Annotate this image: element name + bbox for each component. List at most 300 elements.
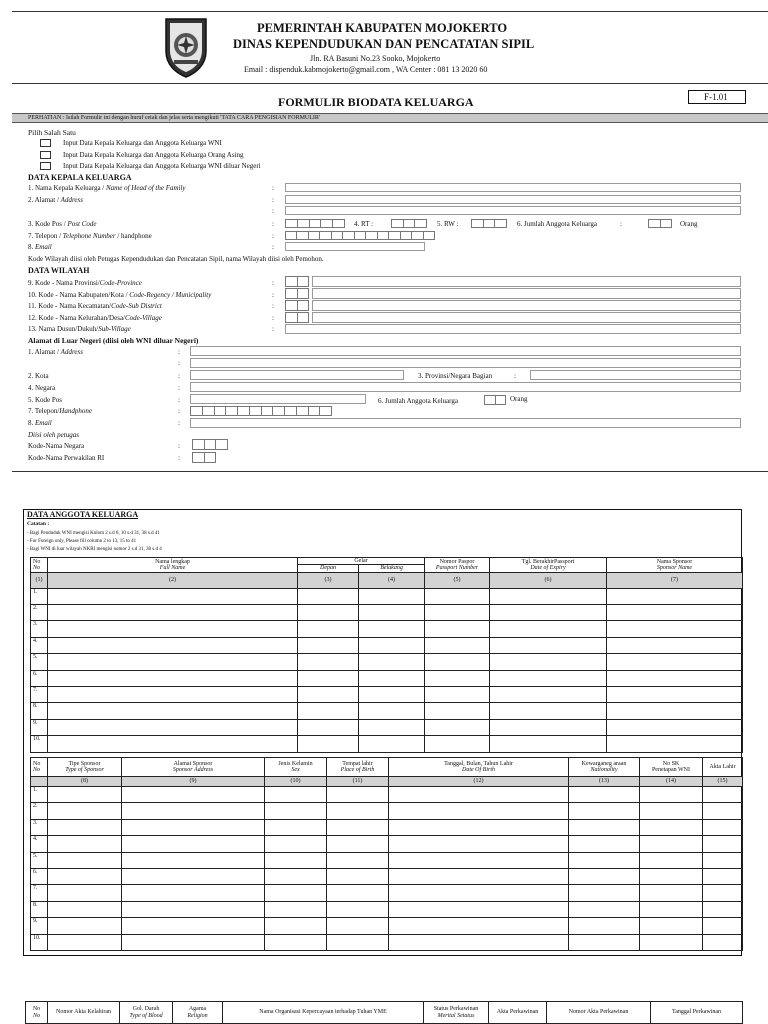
row-number: 10.: [31, 736, 48, 752]
table-cell[interactable]: [48, 836, 122, 852]
colon: :: [272, 243, 274, 251]
table-cell[interactable]: [389, 885, 569, 901]
table-cell[interactable]: [265, 901, 327, 917]
catatan-label: Catatan :: [27, 521, 50, 527]
option-wni-checkbox[interactable]: [40, 139, 51, 147]
option-wni-label: Input Data Kepala Keluarga dan Anggota Keluarga WNI: [63, 139, 222, 147]
row-number: 9.: [31, 918, 48, 934]
table-cell[interactable]: [122, 918, 265, 934]
table-cell[interactable]: [703, 918, 743, 934]
country-code-label: Kode-Nama Negara: [28, 442, 85, 450]
kk-orang-label: Orang: [680, 220, 698, 228]
table-cell[interactable]: [640, 934, 703, 950]
col-sk-header: No SK Penetapan WNI: [640, 758, 703, 777]
table-cell[interactable]: [607, 736, 743, 752]
regency-label: 10. Kode - Nama Kabupaten/Kota / Code-Regency / Municipality: [28, 291, 212, 299]
colon: :: [178, 396, 180, 404]
table-cell[interactable]: [569, 868, 640, 884]
table-row: [31, 918, 743, 934]
col-index: (3): [298, 572, 359, 588]
table-cell[interactable]: [327, 934, 389, 950]
table-cell[interactable]: [640, 918, 703, 934]
table-cell[interactable]: [607, 654, 743, 670]
colon: :: [178, 384, 180, 392]
col-index: (1): [31, 572, 48, 588]
col-index: (12): [389, 777, 569, 787]
table-cell[interactable]: [607, 719, 743, 735]
regency-name-field[interactable]: [312, 288, 741, 299]
table-cell[interactable]: [389, 819, 569, 835]
table-cell[interactable]: [48, 703, 298, 719]
table-cell[interactable]: [703, 803, 743, 819]
table-cell[interactable]: [640, 819, 703, 835]
page1-bottom-rule: [12, 471, 768, 472]
table-cell[interactable]: [490, 736, 607, 752]
colon: :: [272, 325, 274, 333]
col-birthdate-header: Tanggal, Bulan, Tahun Lahir Date Of Birth: [389, 758, 569, 777]
col-index: (9): [122, 777, 265, 787]
table-cell[interactable]: [703, 868, 743, 884]
subdistrict-code-boxes[interactable]: [285, 300, 309, 311]
col-index: (2): [48, 572, 298, 588]
table-cell[interactable]: [703, 787, 743, 803]
table-cell[interactable]: [703, 885, 743, 901]
table-cell[interactable]: [298, 703, 359, 719]
table-cell[interactable]: [327, 885, 389, 901]
table-cell[interactable]: [265, 787, 327, 803]
table-cell[interactable]: [640, 901, 703, 917]
table-cell[interactable]: [389, 918, 569, 934]
table-cell[interactable]: [48, 736, 298, 752]
col-marriage-date-header: Tanggal Perkawinan: [651, 1002, 743, 1024]
table-cell[interactable]: [122, 934, 265, 950]
row-number: 3.: [31, 819, 48, 835]
col-belief-org-header: Nama Organisasi Kepercayaan terhadap Tuhan YME: [223, 1002, 424, 1024]
table-cell[interactable]: [425, 621, 490, 637]
col-index: (14): [640, 777, 703, 787]
option-foreign-checkbox[interactable]: [40, 151, 51, 159]
table-cell[interactable]: [703, 819, 743, 835]
agency-contact: Email : dispenduk.kabmojokerto@gmail.com , WA Center : 081 13 2020 60: [244, 65, 488, 74]
col-religion-header: Agama Religion: [173, 1002, 223, 1024]
table-cell[interactable]: [265, 852, 327, 868]
col-nationality-header: Kewarganeg araan Nationality: [569, 758, 640, 777]
table-row: [31, 787, 743, 803]
subvillage-name-field[interactable]: [285, 324, 741, 334]
table-row: [31, 654, 743, 670]
col-index: (5): [425, 572, 490, 588]
row-number: 1.: [31, 588, 48, 604]
subvillage-label: 13. Nama Dusun/Dukuh/Sub-Village: [28, 325, 131, 333]
col-marital-status-header: Status Perkawinan Merital Setatus: [424, 1002, 489, 1024]
village-name-field[interactable]: [312, 312, 741, 323]
table-cell[interactable]: [389, 836, 569, 852]
table-cell[interactable]: [265, 836, 327, 852]
table-cell[interactable]: [48, 637, 298, 653]
table-cell[interactable]: [425, 604, 490, 620]
form-title: FORMULIR BIODATA KELUARGA: [278, 95, 474, 109]
table-row: [31, 934, 743, 950]
table-cell[interactable]: [298, 736, 359, 752]
row-number: 4.: [31, 836, 48, 852]
header-top-rule: [12, 11, 768, 12]
abroad-address-label: 1. Alamat / Address: [28, 348, 83, 356]
table-row: [31, 604, 743, 620]
option-abroad-label: Input Data Kepala Keluarga dan Anggota Keluarga WNI diluar Negeri: [63, 162, 261, 170]
table-cell[interactable]: [359, 719, 425, 735]
table-cell[interactable]: [425, 588, 490, 604]
col-index: (8): [48, 777, 122, 787]
table-cell[interactable]: [359, 654, 425, 670]
col-sex-header: Jenis Kelamin Sex: [265, 758, 327, 777]
table-cell[interactable]: [703, 934, 743, 950]
colon: :: [178, 419, 180, 427]
table-cell[interactable]: [425, 703, 490, 719]
kk-address-field-2[interactable]: [285, 206, 741, 215]
table-cell[interactable]: [703, 836, 743, 852]
table-cell[interactable]: [265, 868, 327, 884]
row-number: 5.: [31, 654, 48, 670]
col-index: (7): [607, 572, 743, 588]
table-cell[interactable]: [389, 868, 569, 884]
province-code-boxes[interactable]: [285, 276, 309, 287]
kk-rw-boxes[interactable]: [471, 219, 507, 228]
table-cell[interactable]: [48, 787, 122, 803]
table-cell[interactable]: [48, 885, 122, 901]
table-cell[interactable]: [490, 703, 607, 719]
row-number: 2.: [31, 604, 48, 620]
table-cell[interactable]: [389, 901, 569, 917]
col-birthplace-header: Tempat lahir Place of Birth: [327, 758, 389, 777]
table-cell[interactable]: [640, 803, 703, 819]
col-expiry-header: Tgl. BerakhirPassport Date of Expiry: [490, 558, 607, 573]
colon: :: [272, 184, 274, 192]
table-cell[interactable]: [298, 588, 359, 604]
table-cell[interactable]: [640, 836, 703, 852]
table-row: [31, 736, 743, 752]
table-cell[interactable]: [490, 686, 607, 702]
table-cell[interactable]: [359, 588, 425, 604]
table-row: [31, 885, 743, 901]
table-cell[interactable]: [298, 637, 359, 653]
kk-postcode-boxes[interactable]: [285, 219, 345, 228]
table-cell[interactable]: [327, 819, 389, 835]
table-cell[interactable]: [703, 901, 743, 917]
table-cell[interactable]: [389, 934, 569, 950]
col-marriage-cert-header: Akta Perkawinan: [489, 1002, 547, 1024]
row-number: 1.: [31, 787, 48, 803]
region-code-note: Kode Wilayah diisi oleh Petugas Kependudukan dan Pencatatan Sipil, nama Wilayah diisi oleh Pemohon.: [28, 255, 324, 263]
table-cell[interactable]: [425, 736, 490, 752]
col-no-header: No No: [26, 1002, 48, 1024]
abroad-city-label: 2. Kota: [28, 372, 49, 380]
col-gelar-header: Gelar Depan Belakang: [298, 558, 425, 573]
kk-address-label: 2. Alamat / Address: [28, 196, 83, 204]
table-cell[interactable]: [490, 670, 607, 686]
table-cell[interactable]: [122, 787, 265, 803]
table-cell[interactable]: [298, 686, 359, 702]
table-cell[interactable]: [607, 604, 743, 620]
table-cell[interactable]: [640, 787, 703, 803]
table-cell[interactable]: [327, 803, 389, 819]
kk-address-field-1[interactable]: [285, 195, 741, 204]
country-code-boxes[interactable]: [192, 439, 228, 450]
colon: :: [272, 232, 274, 240]
table-cell[interactable]: [48, 934, 122, 950]
col-blood-type-header: Gol. Darah Type of Blood: [120, 1002, 173, 1024]
table-cell[interactable]: [122, 901, 265, 917]
abroad-member-count-boxes[interactable]: [484, 395, 506, 405]
table-cell[interactable]: [48, 719, 298, 735]
table-cell[interactable]: [569, 918, 640, 934]
row-number: 7.: [31, 885, 48, 901]
kk-rt-boxes[interactable]: [391, 219, 427, 228]
table-cell[interactable]: [48, 686, 298, 702]
table-cell[interactable]: [48, 918, 122, 934]
members-table-1: [30, 557, 743, 753]
table-cell[interactable]: [425, 654, 490, 670]
table-cell[interactable]: [389, 803, 569, 819]
table-cell[interactable]: [327, 787, 389, 803]
table-cell[interactable]: [607, 703, 743, 719]
table-cell[interactable]: [569, 803, 640, 819]
table-cell[interactable]: [359, 604, 425, 620]
col-index: (13): [569, 777, 640, 787]
wilayah-section-title: DATA WILAYAH: [28, 266, 90, 275]
col-index: (11): [327, 777, 389, 787]
row-number: 6.: [31, 670, 48, 686]
kk-rt-label: 4. RT :: [354, 220, 374, 228]
table-cell[interactable]: [490, 654, 607, 670]
table-cell[interactable]: [359, 703, 425, 719]
kk-name-label: 1. Nama Kepala Keluarga / Name of Head of the Family: [28, 184, 186, 192]
table-cell[interactable]: [122, 852, 265, 868]
table-cell[interactable]: [327, 918, 389, 934]
kk-name-field[interactable]: [285, 183, 741, 192]
table-row: [31, 588, 743, 604]
table-cell[interactable]: [265, 918, 327, 934]
colon: :: [272, 291, 274, 299]
row-number: 5.: [31, 852, 48, 868]
table-cell[interactable]: [265, 803, 327, 819]
table-cell[interactable]: [569, 852, 640, 868]
colon: :: [178, 348, 180, 356]
table-cell[interactable]: [122, 885, 265, 901]
abroad-address-field-1[interactable]: [190, 346, 741, 356]
col-index: (4): [359, 572, 425, 588]
col-fullname-header: Nama lengkap Full Name: [48, 558, 298, 573]
table-cell[interactable]: [298, 719, 359, 735]
subdistrict-name-field[interactable]: [312, 300, 741, 311]
table-cell[interactable]: [265, 885, 327, 901]
table-cell[interactable]: [122, 803, 265, 819]
table-cell[interactable]: [48, 621, 298, 637]
table-cell[interactable]: [48, 588, 298, 604]
colon: :: [272, 302, 274, 310]
table-cell[interactable]: [298, 670, 359, 686]
kk-phone-boxes[interactable]: [285, 231, 435, 240]
table-cell[interactable]: [389, 787, 569, 803]
kk-email-field[interactable]: [285, 242, 425, 251]
col-birth-cert-number-header: Nomor Akta Kelahiran: [48, 1002, 120, 1024]
table-cell[interactable]: [569, 934, 640, 950]
table-cell[interactable]: [640, 885, 703, 901]
village-code-boxes[interactable]: [285, 312, 309, 323]
table-cell[interactable]: [425, 719, 490, 735]
table-cell[interactable]: [607, 621, 743, 637]
row-number: 9.: [31, 719, 48, 735]
kk-email-label: 8. Email: [28, 243, 52, 251]
table-cell[interactable]: [703, 852, 743, 868]
table-cell[interactable]: [607, 637, 743, 653]
colon: :: [178, 454, 180, 462]
abroad-country-field[interactable]: [190, 382, 741, 392]
table-cell[interactable]: [490, 637, 607, 653]
kk-member-count-boxes[interactable]: [648, 219, 672, 228]
abroad-postcode-field[interactable]: [190, 394, 366, 404]
col-sponsor-address-header: Alamat Sponsor Sponsor Address: [122, 758, 265, 777]
kepala-section-title: DATA KEPALA KELUARGA: [28, 173, 132, 182]
colon: :: [178, 407, 180, 415]
colon: :: [272, 314, 274, 322]
colon: :: [272, 207, 274, 215]
col-no-header: No No: [31, 758, 48, 777]
row-number: 8.: [31, 901, 48, 917]
table-cell[interactable]: [359, 621, 425, 637]
colon: :: [178, 359, 180, 367]
table-row: [31, 621, 743, 637]
table-row: [31, 703, 743, 719]
notice-text: PERHATIAN : Isilah Formulir ini dengan huruf cetak dan jelas serta mengikuti 'TATA CARA PENGISIAN FORMULIR': [28, 115, 321, 121]
col-sponsor-header: Nama Sponsor Sponsor Name: [607, 558, 743, 573]
table-cell[interactable]: [122, 836, 265, 852]
table-cell[interactable]: [265, 819, 327, 835]
province-label: 9. Kode - Nama Provinsi/Code-Province: [28, 279, 142, 287]
row-number: 4.: [31, 637, 48, 653]
table-cell[interactable]: [298, 621, 359, 637]
col-index: (6): [490, 572, 607, 588]
mission-code-boxes[interactable]: [192, 452, 216, 463]
kk-phone-label: 7. Telepon / Telephone Number / handphone: [28, 232, 152, 240]
table-cell[interactable]: [298, 654, 359, 670]
table-cell[interactable]: [359, 670, 425, 686]
table-row: [31, 836, 743, 852]
abroad-address-field-2[interactable]: [190, 358, 741, 368]
table-cell[interactable]: [490, 621, 607, 637]
table-cell[interactable]: [569, 836, 640, 852]
table-cell[interactable]: [298, 604, 359, 620]
row-number: 7.: [31, 686, 48, 702]
colon: :: [272, 196, 274, 204]
row-number: 3.: [31, 621, 48, 637]
colon: :: [272, 279, 274, 287]
regency-code-boxes[interactable]: [285, 288, 309, 299]
table-cell[interactable]: [48, 670, 298, 686]
anggota-section-title: DATA ANGGOTA KELUARGA: [27, 510, 139, 519]
abroad-phone-boxes[interactable]: [190, 406, 332, 416]
agency-title: DINAS KEPENDUDUKAN DAN PENCATATAN SIPIL: [233, 37, 535, 51]
table-cell[interactable]: [359, 637, 425, 653]
table-cell[interactable]: [569, 787, 640, 803]
choice-title: Pilih Salah Satu: [28, 128, 76, 137]
table-row: [31, 868, 743, 884]
table-cell[interactable]: [122, 868, 265, 884]
col-sponsor-type-header: Tipe Sponsor Type of Sponsor: [48, 758, 122, 777]
table-cell[interactable]: [607, 588, 743, 604]
abroad-city-field[interactable]: [190, 370, 404, 380]
col-index: (10): [265, 777, 327, 787]
table-cell[interactable]: [359, 736, 425, 752]
table-cell[interactable]: [490, 604, 607, 620]
table-cell[interactable]: [122, 819, 265, 835]
kk-rw-label: 5. RW :: [437, 220, 459, 228]
table-cell[interactable]: [569, 901, 640, 917]
abroad-postcode-label: 5. Kode Pos: [28, 396, 63, 404]
table-cell[interactable]: [490, 719, 607, 735]
table-cell[interactable]: [48, 852, 122, 868]
form-code: F-1.01: [704, 92, 728, 102]
note-line-2: - For Foreign only, Please fill column 2 to 13, 15 to 41: [27, 539, 137, 544]
table-cell[interactable]: [48, 819, 122, 835]
row-number: 6.: [31, 868, 48, 884]
colon: :: [178, 442, 180, 450]
province-name-field[interactable]: [312, 276, 741, 287]
header-bottom-rule: [12, 83, 768, 84]
table-cell[interactable]: [569, 885, 640, 901]
colon: :: [514, 372, 516, 380]
table-cell[interactable]: [327, 868, 389, 884]
table-cell[interactable]: [265, 934, 327, 950]
table-cell[interactable]: [425, 670, 490, 686]
abroad-email-field[interactable]: [190, 418, 741, 428]
table-row: [31, 819, 743, 835]
table-cell[interactable]: [359, 686, 425, 702]
abroad-province-field[interactable]: [530, 370, 741, 380]
table-cell[interactable]: [48, 901, 122, 917]
table-cell[interactable]: [640, 852, 703, 868]
table-cell[interactable]: [389, 852, 569, 868]
abroad-country-label: 4. Negara: [28, 384, 56, 392]
table-cell[interactable]: [48, 604, 298, 620]
abroad-province-label: 3. Provinsi/Negara Bagian: [418, 372, 493, 380]
row-number: 10.: [31, 934, 48, 950]
table-cell[interactable]: [48, 803, 122, 819]
village-label: 12. Kode - Nama Kelurahan/Desa/Code-Village: [28, 314, 162, 322]
option-abroad-checkbox[interactable]: [40, 162, 51, 170]
agency-address: Jln. RA Basuni No.23 Sooko, Mojokerto: [310, 54, 441, 63]
table-cell[interactable]: [327, 852, 389, 868]
colon: :: [272, 220, 274, 228]
table-cell[interactable]: [425, 637, 490, 653]
table-cell[interactable]: [607, 670, 743, 686]
table-cell[interactable]: [607, 686, 743, 702]
table-cell[interactable]: [640, 868, 703, 884]
subdistrict-label: 11. Kode - Nama Kecamatan/Code-Sub District: [28, 302, 162, 310]
table-row: [31, 719, 743, 735]
table-cell[interactable]: [425, 686, 490, 702]
table-cell[interactable]: [327, 836, 389, 852]
table-cell[interactable]: [48, 868, 122, 884]
table-cell[interactable]: [327, 901, 389, 917]
table-row: [31, 686, 743, 702]
abroad-email-label: 8. Email: [28, 419, 52, 427]
table-cell[interactable]: [48, 654, 298, 670]
table-cell[interactable]: [490, 588, 607, 604]
colon: :: [620, 220, 622, 228]
table-cell[interactable]: [569, 819, 640, 835]
note-line-1: - Bagi Penduduk WNI mengisi Kolom 2 s.d 6, 10 s.d 31, 38 s.d 41: [27, 531, 160, 536]
colon: :: [178, 372, 180, 380]
